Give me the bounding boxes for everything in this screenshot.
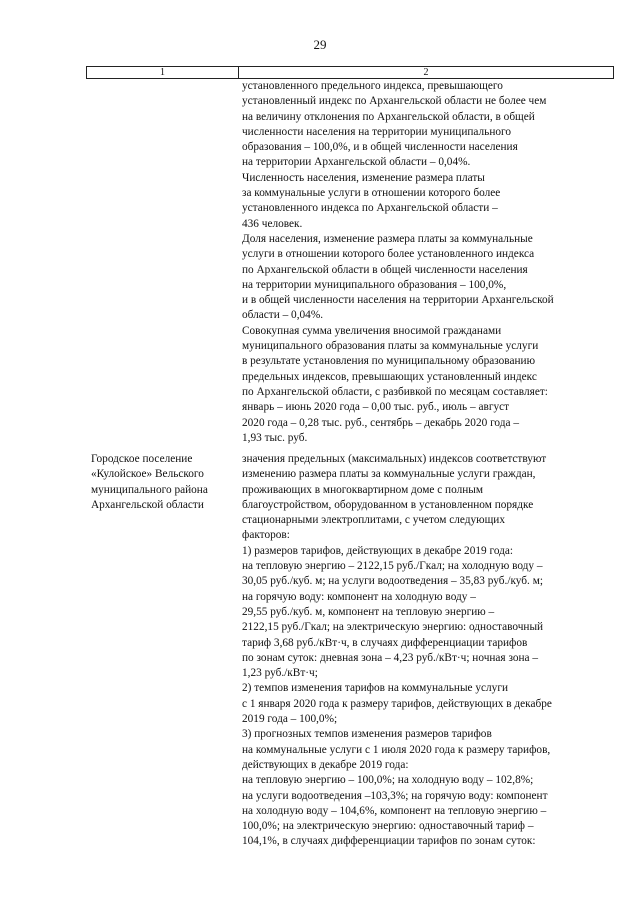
text-line: на территории муниципального образования – 100,0%, [242, 278, 507, 291]
text-line: тариф 3,68 руб./кВт·ч, в случаях дифференциации тарифов [242, 636, 528, 649]
text-line: на территории Архангельской области – 0,04%. [242, 156, 471, 169]
text-line: Совокупная сумма увеличения вносимой гражданами [242, 324, 502, 337]
text-line: установленный индекс по Архангельской области не более чем [242, 95, 547, 108]
text-line: действующих в декабре 2019 года: [242, 758, 409, 771]
text-line: предельных индексов, превышающих установленный индекс [242, 370, 537, 383]
text-line: 30,05 руб./куб. м; на услуги водоотведения – 35,83 руб./куб. м; [242, 575, 543, 588]
text-line: муниципального района [91, 483, 208, 496]
text-line: проживающих в многоквартирном доме с полным [242, 483, 484, 496]
text-line: муниципального образования платы за коммунальные услуги [242, 340, 539, 353]
text-line: по Архангельской области в общей численности населения [242, 263, 528, 276]
text-line: Архангельской области [91, 498, 204, 511]
text-line: и в общей численности населения на территории Архангельской [242, 294, 554, 307]
text-line: 2) темпов изменения тарифов на коммунальные услуги [242, 682, 509, 695]
text-line: значения предельных (максимальных) индексов соответствуют [242, 453, 547, 465]
text-line: на тепловую энергию – 2122,15 руб./Гкал; на холодную воду – [242, 560, 543, 573]
text-line: по Архангельской области, с разбивкой по месяцам составляет: [242, 385, 548, 398]
text-line: 2019 года – 100,0%; [242, 713, 338, 726]
row2-description [242, 452, 608, 850]
text-line: установленного предельного индекса, превышающего [242, 80, 503, 92]
text-line: на коммунальные услуги с 1 июля 2020 года к размеру тарифов, [242, 743, 551, 756]
text-line: «Кулойское» Вельского [91, 468, 204, 481]
text-line: на величину отклонения по Архангельской области, в общей [242, 110, 535, 123]
text-line: 1,93 тыс. руб. [242, 431, 308, 444]
text-line: Численность населения, изменение размера платы [242, 171, 485, 184]
table-header-col-1: 1 [87, 67, 239, 78]
text-line: услуги в отношении которого более установленного индекса [242, 248, 535, 261]
text-line: образования – 100,0%, и в общей численности населения [242, 141, 518, 154]
text-line: 1,23 руб./кВт·ч; [242, 667, 318, 680]
row1-description [242, 79, 608, 446]
text-line: изменению размера платы за коммунальные услуги граждан, [242, 468, 536, 481]
text-line: 3) прогнозных темпов изменения размеров тарифов [242, 728, 492, 741]
table-header-row [86, 66, 614, 79]
text-line: 100,0%; на электрическую энергию: одноставочный тариф – [242, 820, 534, 833]
text-line: на холодную воду – 104,6%, компонент на тепловую энергию – [242, 804, 547, 817]
text-line: в результате установления по муниципальному образованию [242, 355, 536, 368]
text-line: на горячую воду: компонент на холодную воду – [242, 590, 476, 603]
text-line: 29,55 руб./куб. м, компонент на тепловую энергию – [242, 605, 495, 618]
text-line: с 1 января 2020 года к размеру тарифов, действующих в декабре [242, 697, 552, 710]
table-header-col-2: 2 [423, 67, 429, 78]
text-line: Городское поселение [91, 453, 193, 465]
text-line: 2020 года – 0,28 тыс. руб., сентябрь – декабрь 2020 года – [242, 416, 519, 429]
text-line: благоустройством, оборудованном в установленном порядке [242, 498, 534, 511]
text-line: январь – июнь 2020 года – 0,00 тыс. руб., июль – август [242, 401, 510, 414]
text-line: установленного индекса по Архангельской области – [242, 202, 498, 215]
text-line: 1) размеров тарифов, действующих в декабре 2019 года: [242, 544, 514, 557]
text-line: на тепловую энергию – 100,0%; на холодную воду – 102,8%; [242, 774, 534, 787]
row2-municipality-name [91, 452, 239, 513]
text-line: 104,1%, в случаях дифференциации тарифов по зонам суток: [242, 835, 536, 848]
text-line: 2122,15 руб./Гкал; на электрическую энергию: одноставочный [242, 621, 544, 634]
text-line: численности населения на территории муниципального [242, 125, 512, 138]
text-line: по зонам суток: дневная зона – 4,23 руб./кВт·ч; ночная зона – [242, 651, 539, 664]
page-number: 29 [313, 37, 327, 52]
text-line: области – 0,04%. [242, 309, 324, 322]
text-line: факторов: [242, 529, 290, 542]
text-line: стационарными электроплитами, с учетом следующих [242, 514, 505, 527]
text-line: за коммунальные услуги в отношении которого более [242, 187, 501, 200]
text-line: Доля населения, изменение размера платы за коммунальные [242, 232, 533, 245]
text-line: 436 человек. [242, 217, 303, 230]
text-line: на услуги водоотведения –103,3%; на горячую воду: компонент [242, 789, 548, 802]
